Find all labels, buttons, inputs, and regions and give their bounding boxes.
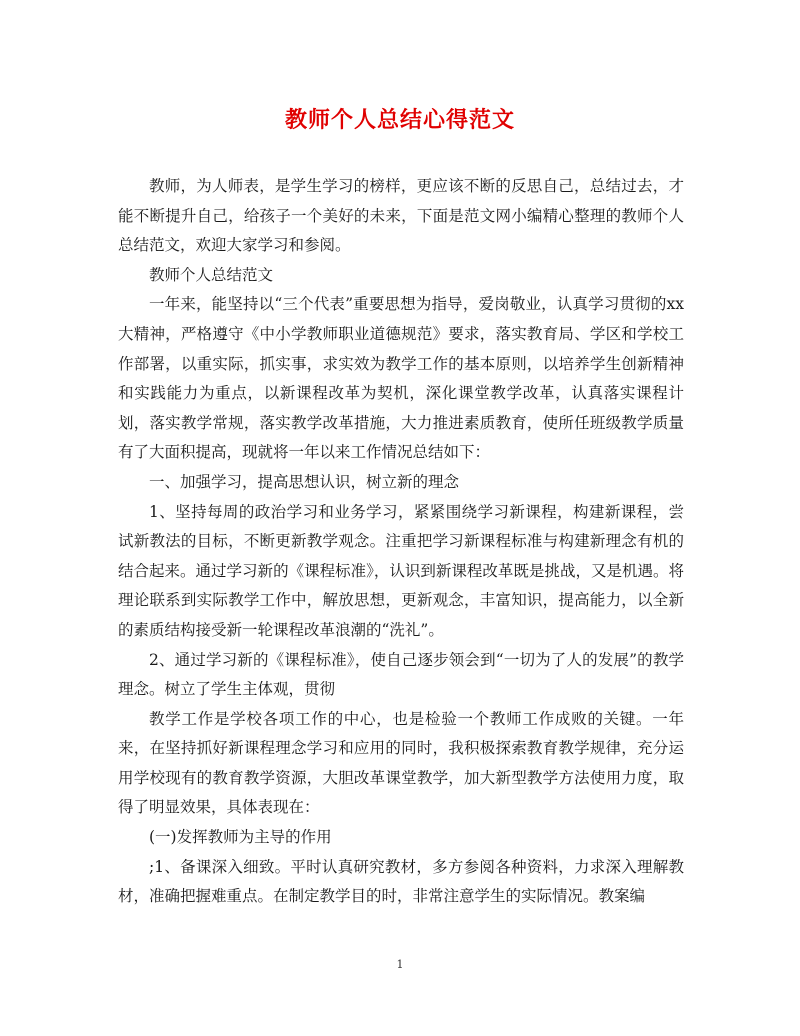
subsection-heading-1: (一)发挥教师为主导的作用 xyxy=(149,828,332,847)
paragraph-teaching-work: 教学工作是学校各项工作的中心，也是检验一个教师工作成败的关键。一年来，在坚持抓好新课程理念学习和应用的同时，我积极探索教育教学规律，充分运用学校现有的教育教学资源，大胆改革课堂教学，加大新型教学方法使用力度，取得了明显效果，具体表现在： xyxy=(118,709,684,817)
document-body xyxy=(118,172,684,912)
paragraph-intro: 教师，为人师表，是学生学习的榜样，更应该不断的反思自己，总结过去，才能不断提升自己，给孩子一个美好的未来，下面是范文网小编精心整理的教师个人总结范文，欢迎大家学习和参阅。 xyxy=(118,177,684,255)
paragraph-point-1: 1、坚持每周的政治学习和业务学习，紧紧围绕学习新课程，构建新课程，尝试新教法的目标，不断更新教学观念。注重把学习新课程标准与构建新理念有机的结合起来。通过学习新的《课程标准》，认识到新课程改革既是挑战，又是机遇。将理论联系到实际教学工作中，解放思想，更新观念，丰富知识，提高能力，以全新的素质结构接受新一轮课程改革浪潮的“洗礼”。 xyxy=(118,502,684,639)
paragraph-point-2: 2、通过学习新的《课程标准》，使自己逐步领会到“一切为了人的发展”的教学理念。树立了学生主体观，贯彻 xyxy=(118,650,684,699)
paragraph-lesson-prep: ;1、备课深入细致。平时认真研究教材，多方参阅各种资料，力求深入理解教材，准确把握难重点。在制定教学目的时，非常注意学生的实际情况。教案编 xyxy=(118,857,684,906)
paragraph-subtitle: 教师个人总结范文 xyxy=(149,265,274,284)
page-number: 1 xyxy=(396,958,404,971)
section-heading-1: 一、加强学习，提高思想认识，树立新的理念 xyxy=(149,472,460,491)
paragraph-overview: 一年来，能坚持以“三个代表”重要思想为指导，爱岗敬业，认真学习贯彻的xx大精神，严格遵守《中小学教师职业道德规范》要求，落实教育局、学区和学校工作部署，以重实际，抓实事，求实效为教学工作的基本原则，以培养学生创新精神和实践能力为重点，以新课程改革为契机，深化课堂教学改革，认真落实课程计划，落实教学常规，落实教学改革措施，大力推进素质教育，使所任班级教学质量有了大面积提高，现就将一年以来工作情况总结如下： xyxy=(118,295,684,462)
document-title: 教师个人总结心得范文 xyxy=(284,107,515,133)
